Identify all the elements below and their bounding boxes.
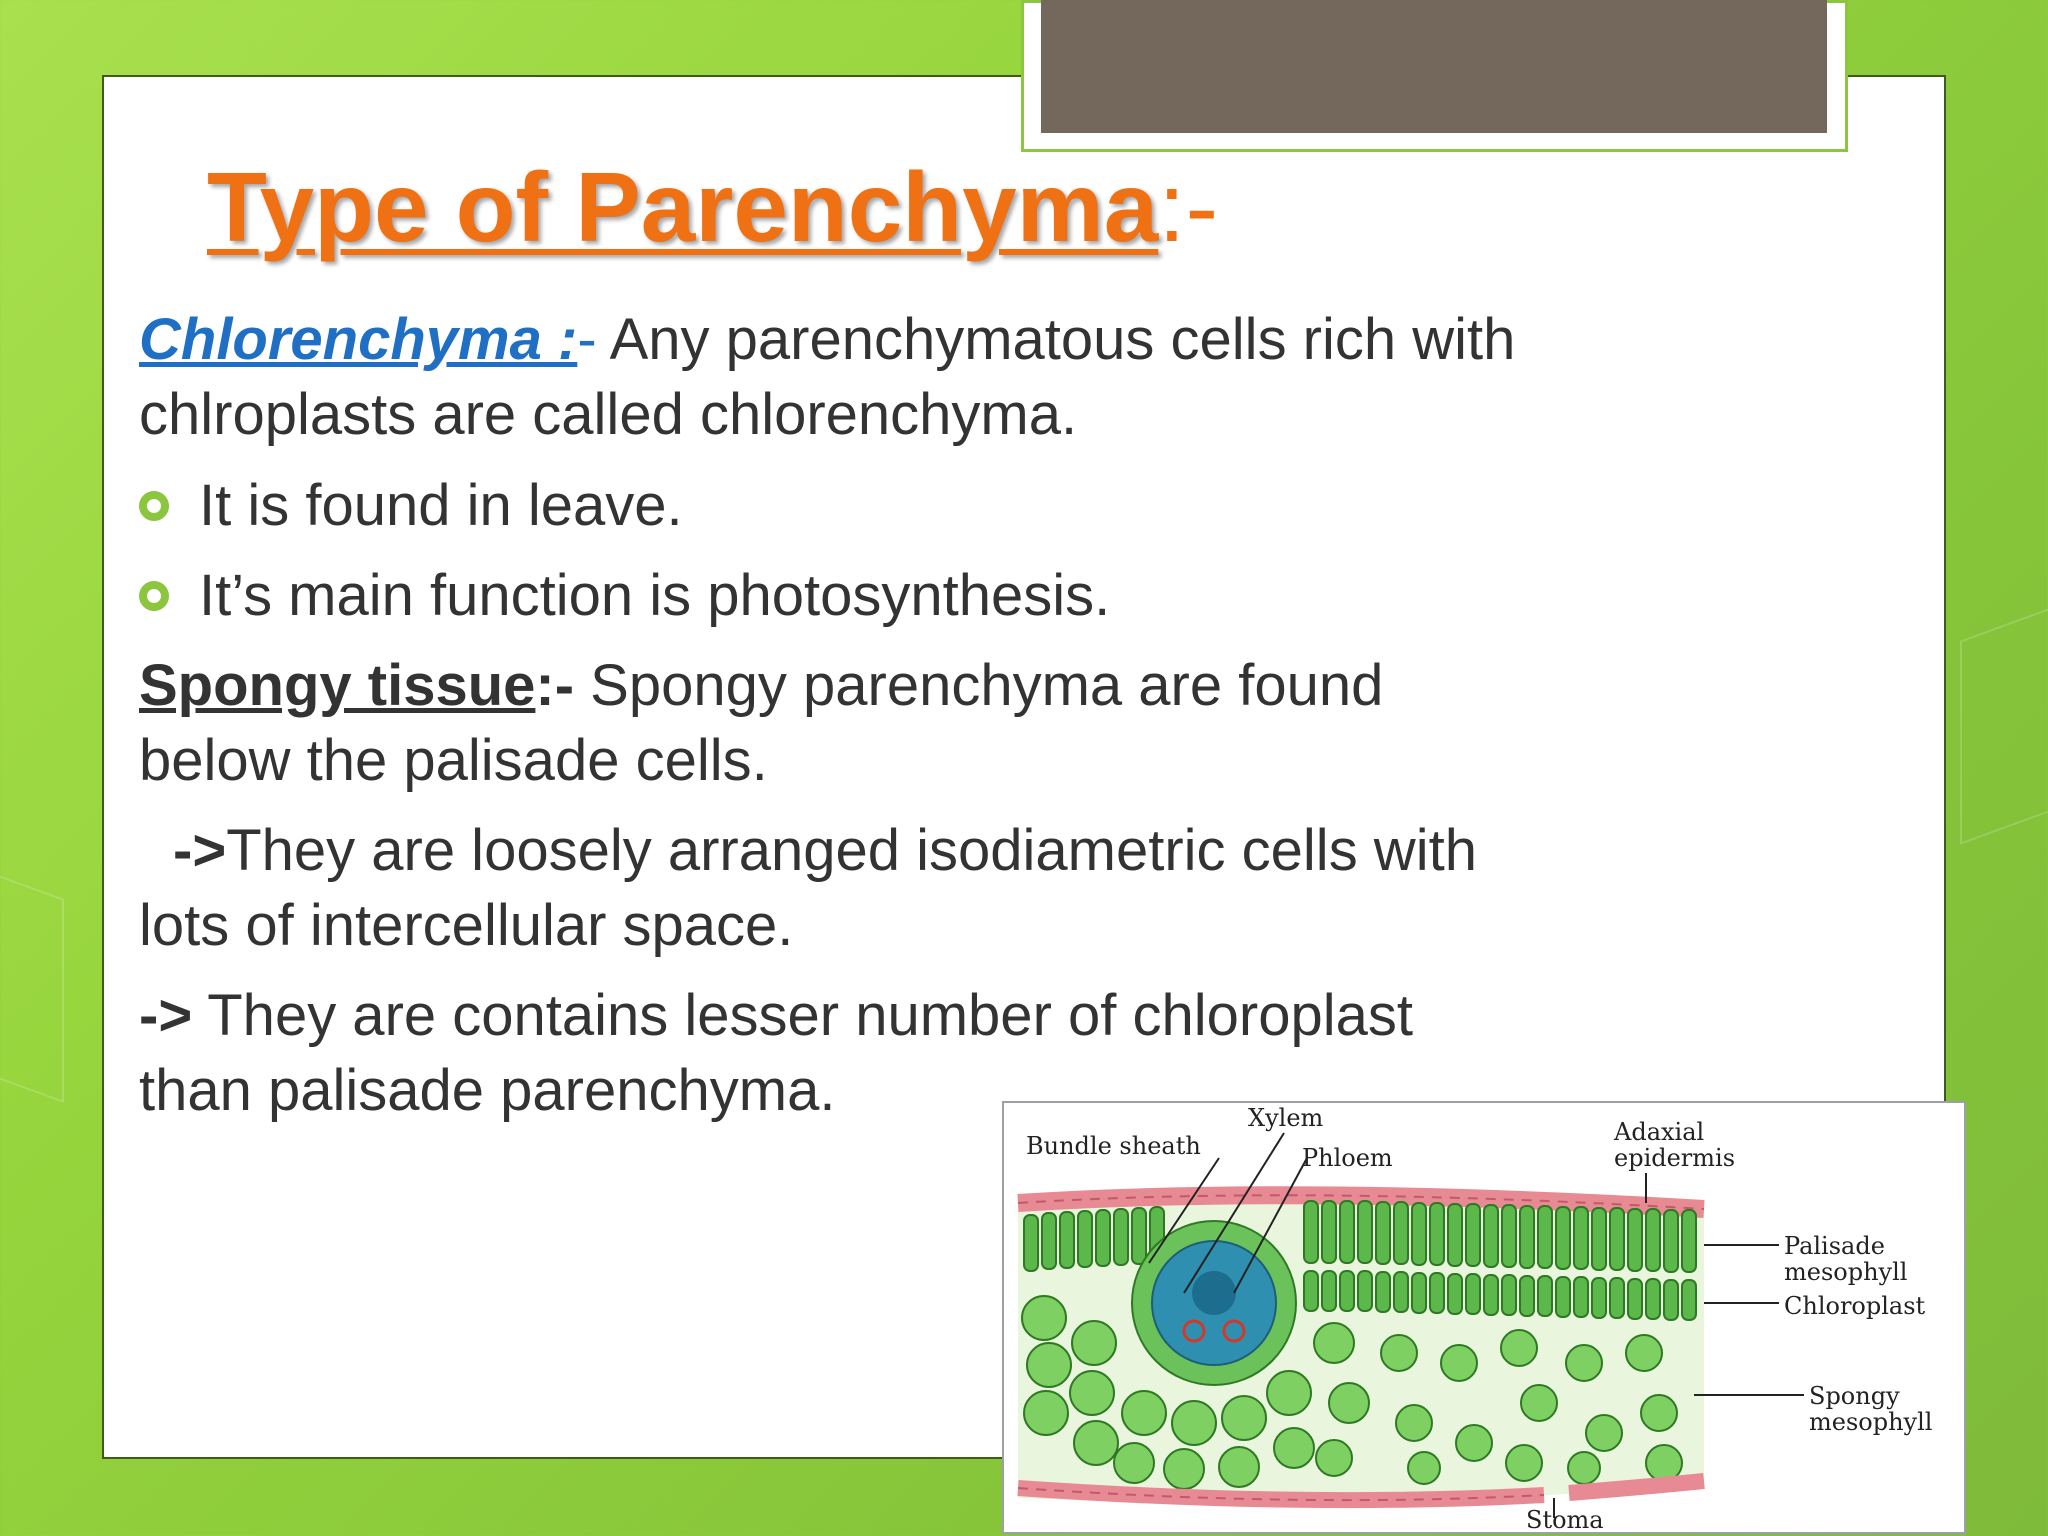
title-tab-placeholder — [1041, 0, 1827, 133]
background-hexagon — [0, 861, 64, 1103]
chlorenchyma-definition-line1: Any parenchymatous cells rich with — [596, 307, 1516, 372]
spongy-point-1-line2: lots of intercellular space. — [139, 893, 794, 958]
label-palisade: Palisade — [1784, 1232, 1885, 1260]
spongy-definition-line2: below the palisade cells. — [139, 728, 768, 793]
label-spongy-mesophyll: mesophyll — [1809, 1408, 1933, 1436]
bullet-icon — [139, 491, 169, 521]
slide-title-text: Type of Parenchyma — [207, 152, 1159, 262]
label-bundle-sheath: Bundle sheath — [1026, 1132, 1201, 1160]
spongy-term: Spongy tissue — [139, 653, 536, 718]
leaf-cross-section-diagram — [1002, 1101, 1966, 1534]
arrow-marker: -> — [139, 983, 193, 1048]
label-adaxial: Adaxial — [1614, 1118, 1705, 1146]
arrow-marker: -> — [173, 818, 227, 883]
slide-title-suffix: :- — [1158, 152, 1219, 262]
label-spongy: Spongy — [1809, 1382, 1900, 1410]
spongy-point-2-line2: than palisade parenchyma. — [139, 1058, 836, 1123]
chlorenchyma-term: Chlorenchyma : — [139, 307, 578, 372]
bullet-text: It is found in leave. — [199, 473, 683, 538]
bullet-icon — [139, 581, 169, 611]
spongy-definition-line1: Spongy parenchyma are found — [574, 653, 1384, 718]
chlorenchyma-definition-line2: chlroplasts are called chlorenchyma. — [139, 382, 1078, 447]
background-hexagon — [1960, 599, 2048, 844]
label-phloem: Phloem — [1302, 1144, 1393, 1172]
label-chloroplast: Chloroplast — [1784, 1292, 1926, 1320]
spongy-separator: :- — [535, 653, 575, 718]
bullet-item — [139, 468, 683, 543]
label-palisade-mesophyll: mesophyll — [1784, 1258, 1908, 1286]
slide-title — [207, 152, 1219, 262]
label-xylem: Xylem — [1248, 1104, 1324, 1132]
spongy-point-1 — [139, 813, 1477, 963]
bullet-item — [139, 558, 1110, 633]
chlorenchyma-definition — [139, 302, 1515, 452]
label-stoma: Stoma — [1526, 1506, 1604, 1534]
chlorenchyma-separator: - — [577, 307, 597, 372]
spongy-point-2-line1: They are contains lesser number of chloroplast — [192, 983, 1413, 1048]
spongy-definition — [139, 648, 1383, 798]
label-epidermis: epidermis — [1614, 1144, 1736, 1172]
bullet-text: It’s main function is photosynthesis. — [199, 563, 1111, 628]
spongy-point-1-line1: They are loosely arranged isodiametric cells with — [226, 818, 1477, 883]
